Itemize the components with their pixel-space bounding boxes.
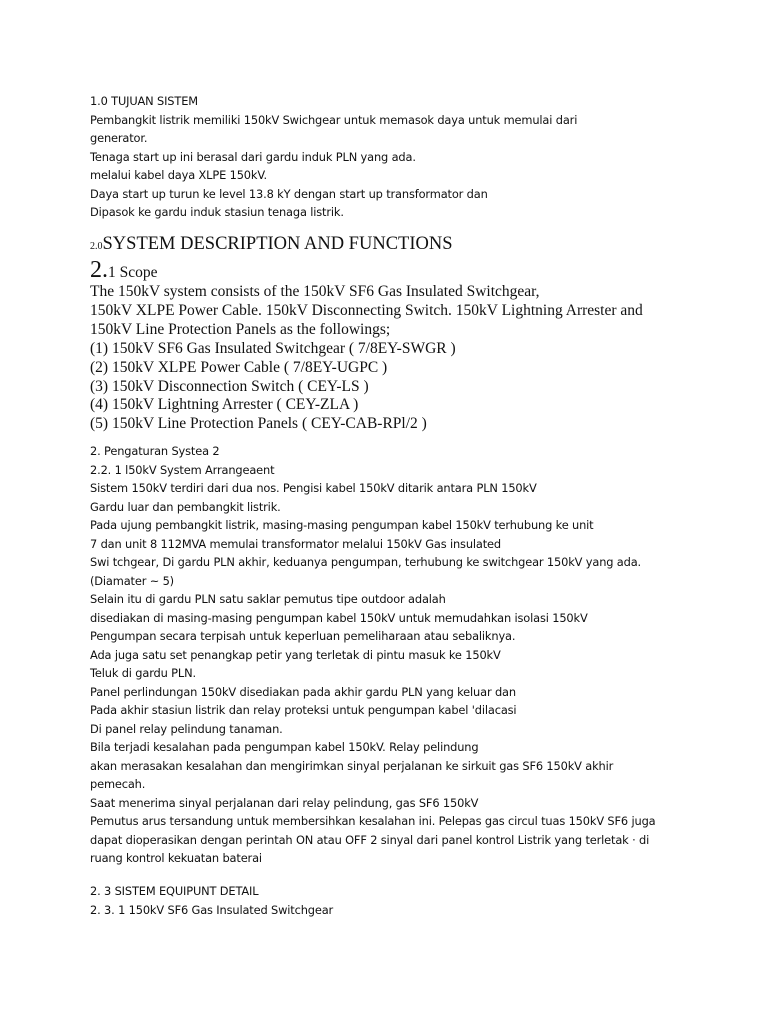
list-item: (2) 150kV XLPE Power Cable ( 7/8EY-UGPC ): [90, 358, 388, 376]
paragraph-line: 7 dan unit 8 112MVA memulai transformator melalui 150kV Gas insulated: [90, 536, 501, 551]
section-heading: 2. 3 SISTEM EQUIPUNT DETAIL: [90, 884, 259, 898]
list-item: (4) 150kV Lightning Arrester ( CEY-ZLA ): [90, 396, 359, 414]
section-title: SYSTEM DESCRIPTION AND FUNCTIONS: [102, 234, 453, 254]
paragraph-line: Selain itu di gardu PLN satu saklar pemutus tipe outdoor adalah: [90, 592, 446, 606]
list-item: (3) 150kV Disconnection Switch ( CEY-LS ): [90, 377, 369, 395]
paragraph-line: 150kV Line Protection Panels as the followings;: [90, 320, 391, 338]
paragraph-line: Pada akhir stasiun listrik dan relay proteksi untuk pengumpan kabel 'dilacasi: [90, 703, 517, 717]
paragraph-line: disediakan di masing-masing pengumpan kabel 150kV untuk memudahkan isolasi 150kV: [90, 610, 588, 625]
subsection-number: 2.: [90, 257, 108, 283]
paragraph-line: Dipasok ke gardu induk stasiun tenaga listrik.: [90, 205, 344, 219]
subsection-label: 1 Scope: [108, 264, 158, 281]
paragraph-line: melalui kabel daya XLPE 150kV.: [90, 168, 267, 182]
paragraph-line: Daya start up turun ke level 13.8 kY dengan start up transformator dan: [90, 186, 488, 201]
paragraph-line: Bila terjadi kesalahan pada pengumpan kabel 150kV. Relay pelindung: [90, 740, 479, 754]
subsection-heading-scope: [90, 258, 730, 282]
paragraph-line: ruang kontrol kekuatan baterai: [90, 851, 262, 865]
paragraph-line: Di panel relay pelindung tanaman.: [90, 721, 283, 736]
section-heading-system-description: [90, 234, 730, 255]
paragraph-line: Pengumpan secara terpisah untuk keperluan pemeliharaan atau sebaliknya.: [90, 629, 516, 643]
paragraph-line: dapat dioperasikan dengan perintah ON atau OFF 2 sinyal dari panel kontrol Listrik yang terletak · di: [90, 832, 650, 847]
section-equipment-detail: [90, 882, 730, 919]
section-heading: 2. Pengaturan Systea 2: [90, 444, 220, 458]
paragraph-line: generator.: [90, 131, 148, 145]
section-number: 2.0: [90, 241, 103, 252]
paragraph-line: The 150kV system consists of the 150kV SF6 Gas Insulated Switchgear,: [90, 283, 540, 300]
paragraph-line: Sistem 150kV terdiri dari dua nos. Pengisi kabel 150kV ditarik antara PLN 150kV: [90, 481, 537, 495]
paragraph-line: Gardu luar dan pembangkit listrik.: [90, 499, 281, 514]
paragraph-line: Ada juga satu set penangkap petir yang terletak di pintu masuk ke 150kV: [90, 647, 501, 662]
paragraph-line: 150kV XLPE Power Cable. 150kV Disconnecting Switch. 150kV Lightning Arrester and: [90, 301, 643, 319]
paragraph-line: Teluk di gardu PLN.: [90, 666, 196, 680]
paragraph-line: Swi tchgear, Di gardu PLN akhir, keduanya pengumpan, terhubung ke switchgear 150kV yang ada.: [90, 555, 642, 569]
list-item: (5) 150kV Line Protection Panels ( CEY-CAB-RPl/2 ): [90, 415, 427, 433]
paragraph-line: Tenaga start up ini berasal dari gardu induk PLN yang ada.: [90, 149, 416, 164]
paragraph-line: akan merasakan kesalahan dan mengirimkan sinyal perjalanan ke sirkuit gas SF6 150kV akhir: [90, 758, 614, 773]
section-pengaturan-system: [90, 442, 730, 868]
paragraph-line: Pada ujung pembangkit listrik, masing-masing pengumpan kabel 150kV terhubung ke unit: [90, 518, 594, 532]
list-item: (1) 150kV SF6 Gas Insulated Switchgear ( 7/8EY-SWGR ): [90, 339, 456, 357]
paragraph-line: Pembangkit listrik memiliki 150kV Swichgear untuk memasok daya untuk memulai dari: [90, 112, 578, 127]
scope-paragraph: [90, 283, 730, 434]
section-heading: 1.0 TUJUAN SISTEM: [90, 94, 198, 108]
paragraph-line: Saat menerima sinyal perjalanan dari relay pelindung, gas SF6 150kV: [90, 795, 479, 810]
paragraph-line: pemecah.: [90, 777, 146, 791]
paragraph-line: (Diamater ~ 5): [90, 573, 174, 588]
section-tujuan-sistem: [90, 92, 730, 222]
paragraph-line: Pemutus arus tersandung untuk membersihkan kesalahan ini. Pelepas gas circul tuas 150kV SF6 juga: [90, 814, 656, 828]
subsection-heading: 2.2. 1 l50kV System Arrangeaent: [90, 462, 275, 477]
subsection-heading: 2. 3. 1 150kV SF6 Gas Insulated Switchgear: [90, 902, 334, 917]
paragraph-line: Panel perlindungan 150kV disediakan pada akhir gardu PLN yang keluar dan: [90, 684, 516, 699]
